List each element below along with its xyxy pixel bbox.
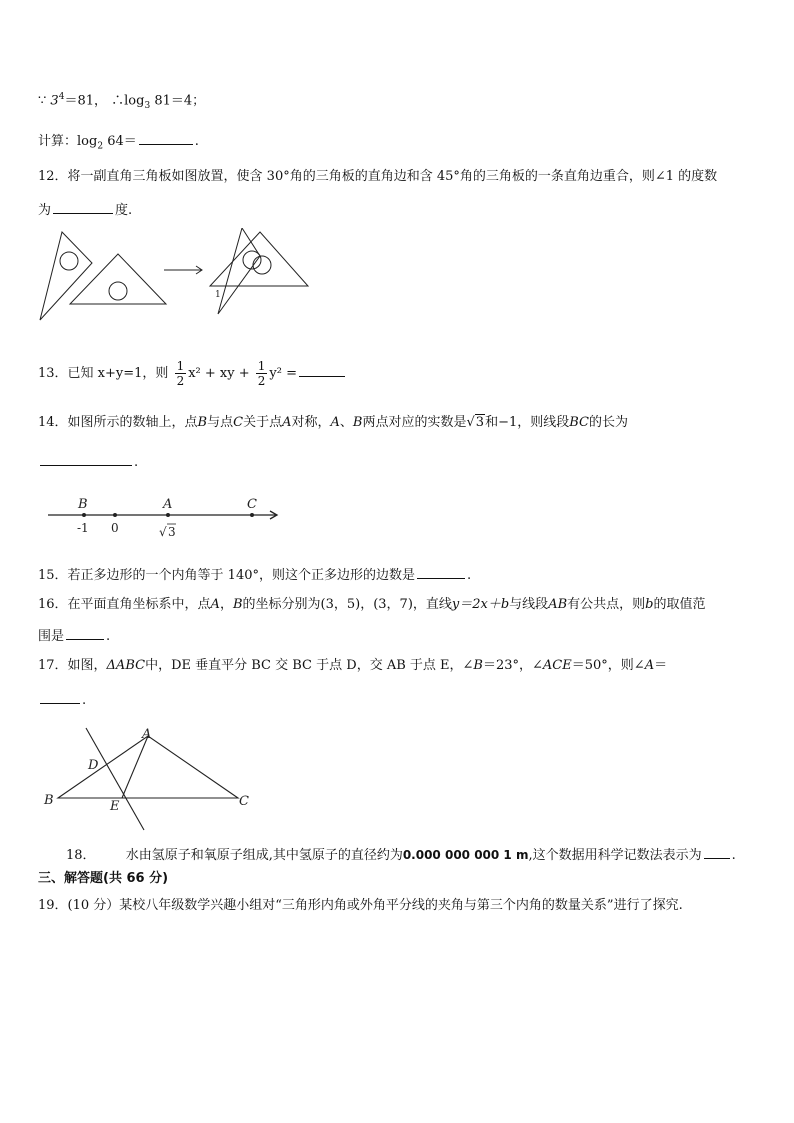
numerator: 1: [257, 359, 266, 373]
exponent: 4: [58, 92, 65, 102]
q12-line-2: [38, 200, 132, 220]
triangle-hole: [253, 256, 271, 274]
q19-line: 19．(10 分）某校八年级数学兴趣小组对“三角形内角或外角平分线的夹角与第三个内角的数量关系”进行了探究.: [38, 898, 683, 913]
base: 3: [50, 93, 59, 109]
label-D: D: [88, 758, 99, 773]
text: 13．已知 x+y=1，则: [38, 366, 169, 381]
fraction-half: [256, 359, 268, 388]
label-E: E: [110, 799, 120, 814]
text: 、: [339, 415, 353, 430]
fraction-half: [175, 359, 187, 388]
text: x² + xy +: [188, 366, 250, 381]
answer-blank[interactable]: [53, 200, 113, 214]
denominator: 2: [176, 374, 185, 388]
sqrt-symbol: √3: [466, 415, 485, 430]
period: .: [467, 568, 472, 583]
text: 对称，: [291, 415, 331, 430]
denominator: 2: [257, 374, 266, 388]
text: ＝: [654, 658, 668, 673]
text: 度.: [115, 203, 133, 218]
triangle-hole: [60, 252, 78, 270]
equation-part: 81＝4；: [154, 93, 206, 109]
triangle-ABC: [58, 736, 238, 798]
tick-0: 0: [111, 521, 119, 535]
q12-line-1: 12．将一副直角三角板如图放置，使含 30°角的三角板的直角边和含 45°角的三角板的一条直角边重合，则∠1 的度数: [38, 169, 718, 184]
var: A: [330, 415, 340, 430]
point-0: [113, 513, 117, 517]
perpendicular-bisector: [86, 728, 144, 830]
label-A: A: [142, 727, 152, 742]
because-symbol: ∵: [38, 93, 47, 109]
var: C: [233, 415, 244, 430]
text: 15．若正多边形的一个内角等于 140°，则这个正多边形的边数是: [38, 568, 415, 583]
q12-figure: [34, 228, 316, 324]
text: ＝50°，则∠: [571, 658, 645, 673]
q16-line-2: [38, 626, 110, 646]
var: b: [645, 597, 654, 612]
log-base: 3: [144, 100, 151, 111]
text: 与点: [207, 415, 234, 430]
point-C: [250, 513, 254, 517]
q13-line: [38, 356, 347, 392]
number-line-figure: [44, 494, 284, 542]
period: .: [134, 455, 139, 470]
q17-line-1: [38, 657, 667, 675]
label-B: B: [78, 497, 88, 512]
calc-label: 计算：: [38, 134, 78, 149]
tick-minus-1: -1: [77, 521, 89, 535]
period: .: [731, 848, 736, 863]
var: ACE: [542, 658, 572, 673]
triangle-hole: [109, 282, 127, 300]
tick-sqrt3-radicand: 3: [168, 525, 176, 539]
log-base: 2: [97, 141, 104, 152]
log-example-line: [38, 88, 205, 115]
triangle-45: [70, 254, 166, 304]
text: 17．如图，: [38, 658, 107, 673]
text: 的长为: [588, 415, 628, 430]
text: ＝23°，∠: [482, 658, 543, 673]
var: B: [232, 597, 243, 612]
text: 与线段: [509, 597, 549, 612]
q18-line: [66, 845, 736, 865]
text: ,这个数据用科学记数法表示为: [528, 848, 702, 863]
answer-blank[interactable]: [417, 565, 465, 579]
answer-blank[interactable]: [704, 845, 730, 859]
text: 有公共点，则: [567, 597, 646, 612]
question-number: 18．: [66, 848, 96, 863]
var: B: [197, 415, 208, 430]
answer-blank[interactable]: [40, 690, 80, 704]
triangle-name: ΔABC: [106, 658, 146, 673]
var: B: [473, 658, 483, 673]
text: 的坐标分别为(3，5)，(3，7)，直线: [242, 597, 452, 612]
var: AB: [548, 597, 568, 612]
text: 围是: [38, 629, 65, 644]
answer-blank[interactable]: [66, 626, 104, 640]
text: 中，DE 垂直平分 BC 交 BC 于点 D，交 AB 于点 E，∠: [145, 658, 474, 673]
var: A: [210, 597, 220, 612]
sqrt-symbol: √: [159, 525, 167, 539]
section-3-title: 三、解答题(共 66 分): [38, 871, 169, 886]
calc-expression: 64＝: [107, 134, 137, 149]
angle-1-label: 1: [215, 290, 221, 300]
q14-line-1: [38, 414, 628, 432]
period: .: [106, 629, 111, 644]
therefore-symbol: ∴: [111, 93, 125, 109]
label-C: C: [247, 497, 257, 512]
text: ，: [219, 597, 233, 612]
var: A: [282, 415, 292, 430]
answer-blank[interactable]: [40, 452, 132, 466]
period: .: [82, 693, 87, 708]
diameter-value: 0.000 000 000 1 m: [402, 848, 529, 862]
period: .: [194, 134, 199, 149]
radicand: 3: [475, 415, 485, 430]
answer-blank[interactable]: [139, 131, 193, 145]
text: 水由氢原子和氧原子组成,其中氢原子的直径约为: [125, 848, 403, 863]
equation: y＝2x＋b: [451, 597, 510, 612]
label-C: C: [239, 794, 249, 809]
triangle-30: [40, 232, 92, 320]
text: 14．如图所示的数轴上，点: [38, 415, 198, 430]
triangle-45-moved: [210, 232, 308, 286]
var: BC: [569, 415, 589, 430]
text: 16．在平面直角坐标系中，点: [38, 597, 211, 612]
var: B: [352, 415, 363, 430]
q16-line-1: [38, 596, 706, 614]
equation-part: ＝81，: [64, 93, 107, 109]
point-B: [82, 513, 86, 517]
point-A: [166, 513, 170, 517]
text: 两点对应的实数是: [362, 415, 467, 430]
label-A: A: [163, 497, 173, 512]
text: 的取值范: [653, 597, 706, 612]
text: 为: [38, 203, 52, 218]
q15-line: [38, 565, 471, 585]
text: 关于点: [243, 415, 283, 430]
numerator: 1: [176, 359, 185, 373]
q17-figure: [36, 722, 260, 834]
q14-line-2: [38, 452, 138, 472]
calc-line: [38, 131, 199, 156]
answer-blank[interactable]: [299, 363, 345, 377]
q17-line-2: [38, 690, 86, 710]
label-B: B: [44, 793, 54, 808]
var: A: [644, 658, 655, 673]
log-word: log: [124, 93, 145, 109]
text: y² =: [269, 366, 297, 381]
log-word: log: [77, 134, 98, 149]
text: 和−1，则线段: [485, 415, 570, 430]
